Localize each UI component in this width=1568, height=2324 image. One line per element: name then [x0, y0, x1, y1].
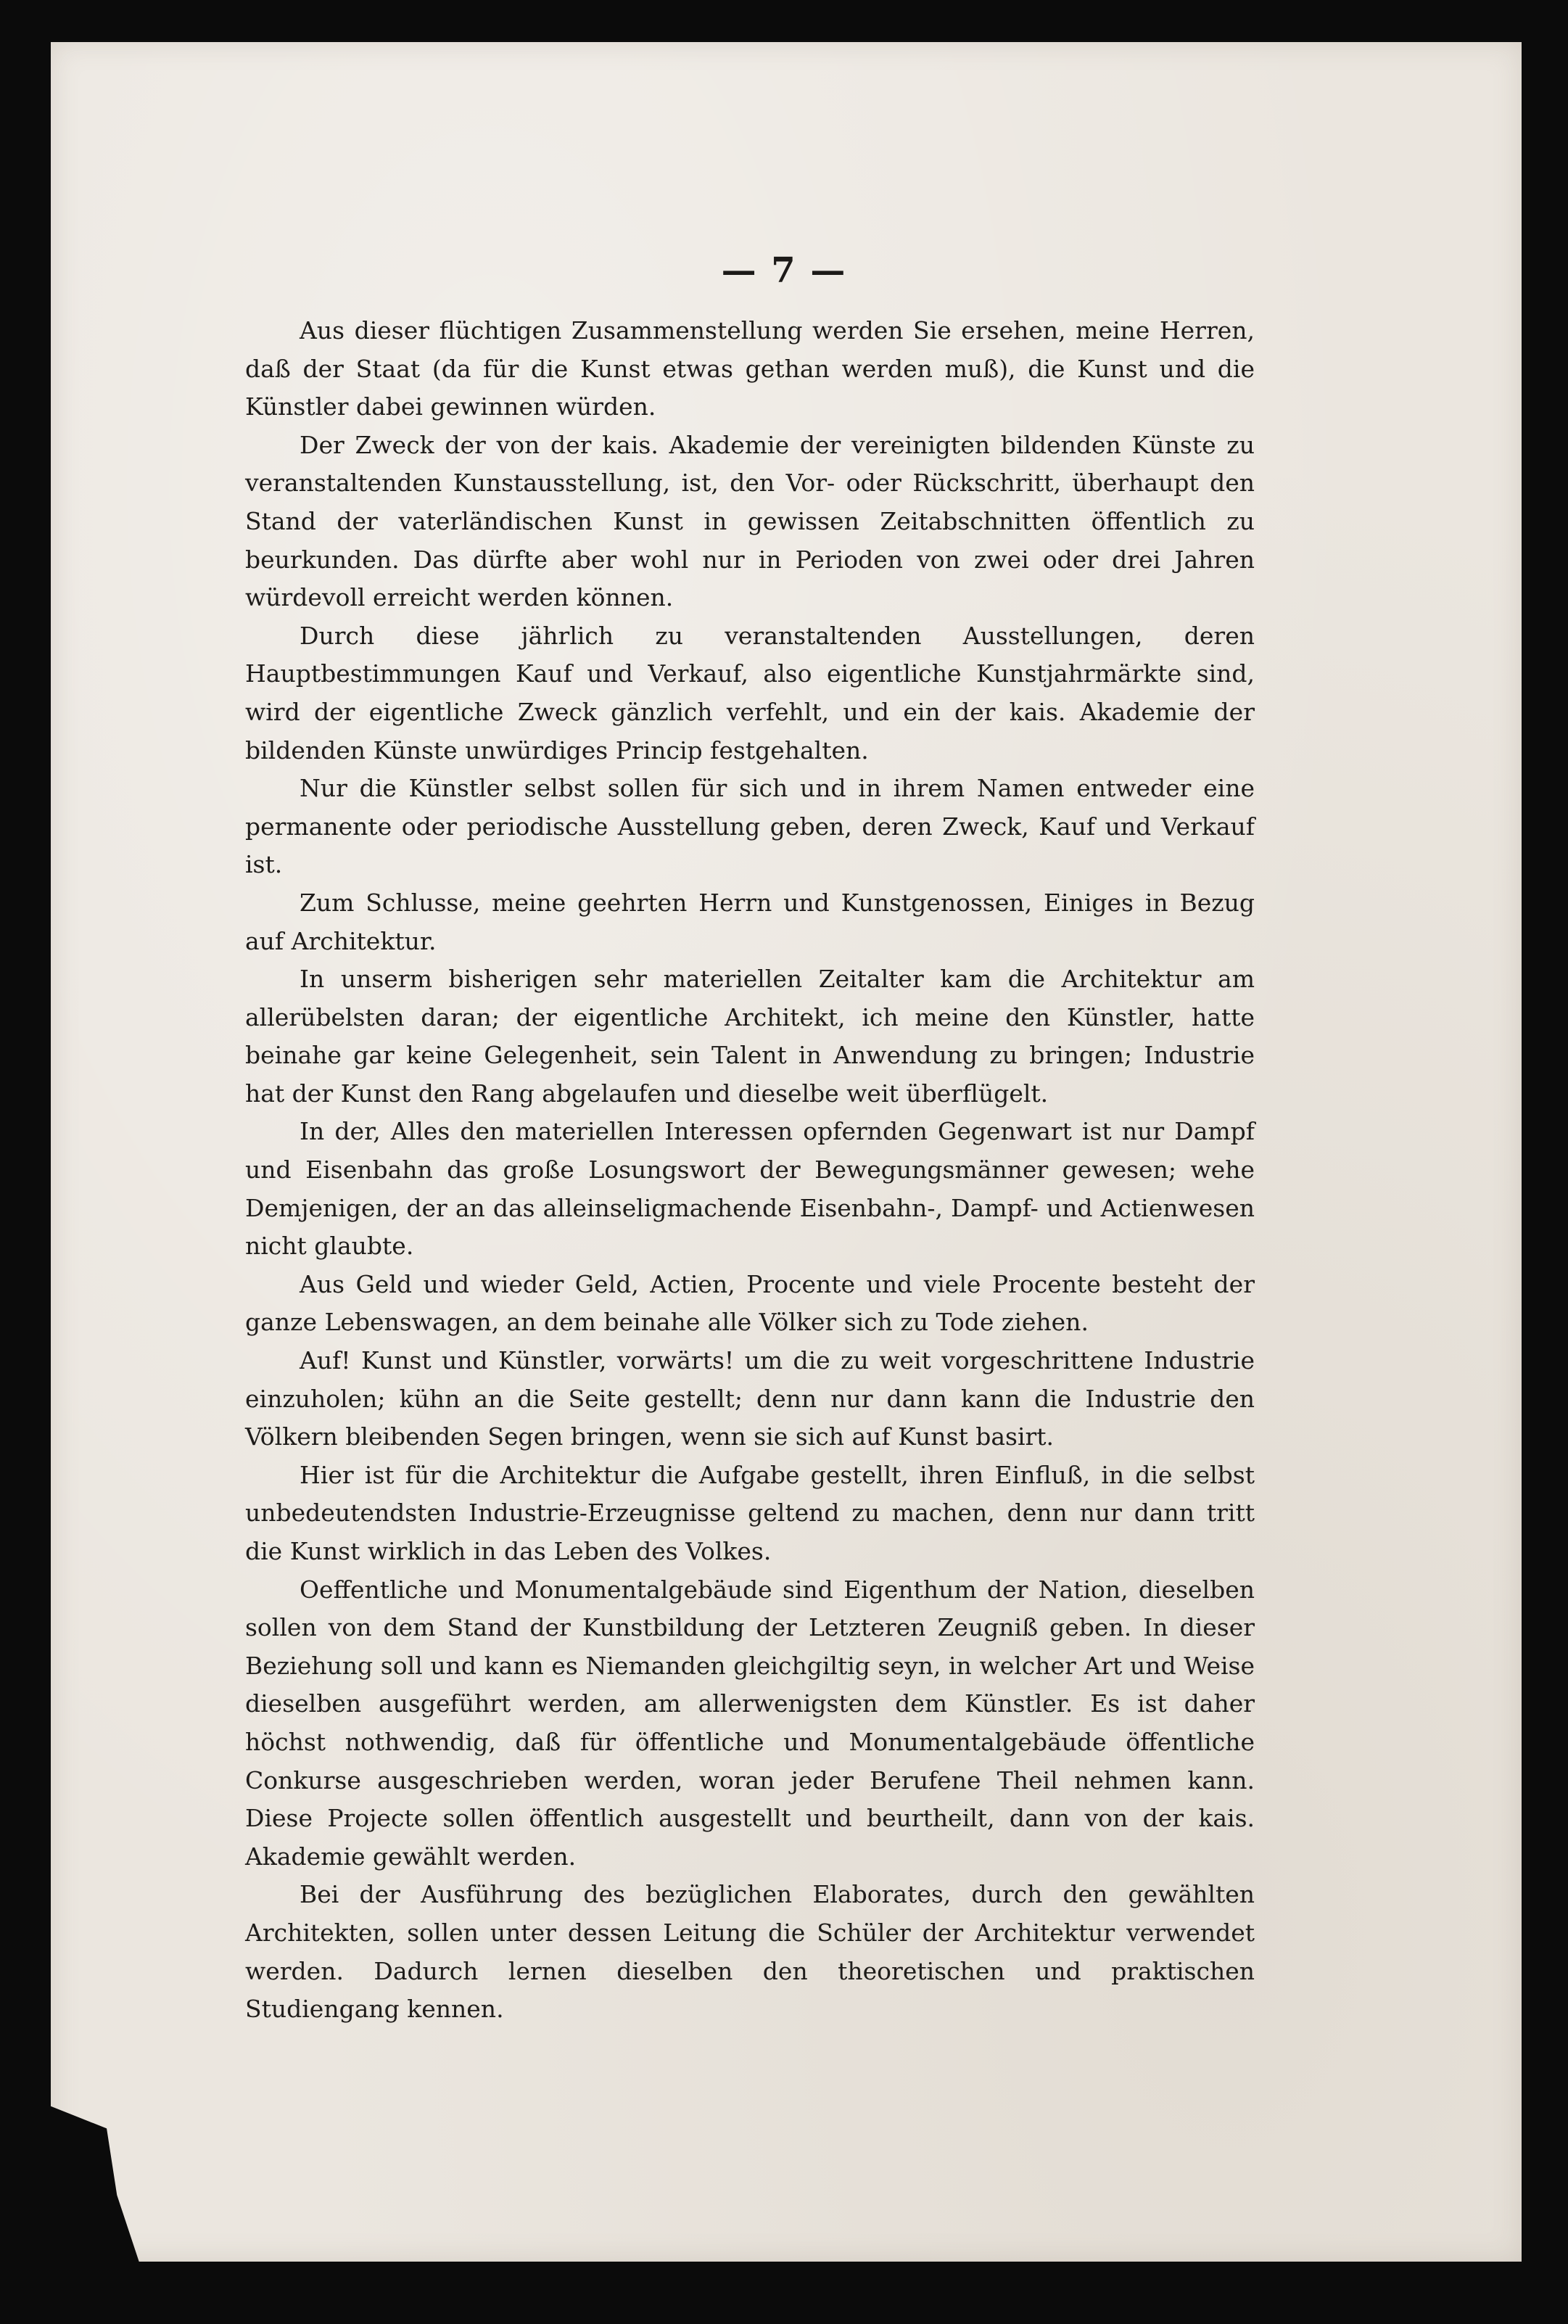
paragraph: Auf! Kunst und Künstler, vorwärts! um die zu weit vorgeschrittene Industrie einzuholen; kühn an die Seite gestellt; denn nur dann kann die Industrie den Völkern bleibenden Segen bringen, wenn sie sich auf Kunst basirt. [245, 1346, 1255, 1451]
paragraph: Bei der Ausführung des bezüglichen Elaborates, durch den gewählten Architekten, sollen unter dessen Leitung die Schüler der Architektur verwendet werden. Dadurch lernen dieselben den theoretischen und praktischen Studiengang kennen. [245, 1880, 1255, 2024]
paragraph: Durch diese jährlich zu veranstaltenden Ausstellungen, deren Hauptbestimmungen Kauf und Verkauf, also eigentliche Kunstjahrmärkte sind, wird der eigentliche Zweck gänzlich verfehlt, und ein der kais. Akademie der bildenden Künste unwürdiges Princip festgehalten. [245, 621, 1255, 765]
paragraph: Nur die Künstler selbst sollen für sich und in ihrem Namen entweder eine permanente oder periodische Ausstellung geben, deren Zweck, Kauf und Verkauf ist. [245, 774, 1255, 879]
paragraph: Zum Schlusse, meine geehrten Herrn und Kunstgenossen, Einiges in Bezug auf Architektur. [245, 888, 1255, 955]
paragraph: Aus dieser flüchtigen Zusammenstellung werden Sie ersehen, meine Herren, daß der Staat (da für die Kunst etwas gethan werden muß), die Kunst und die Künstler dabei gewinnen würden. [245, 316, 1255, 421]
page-number: — 7 — [721, 250, 847, 291]
paragraph: Hier ist für die Architektur die Aufgabe gestellt, ihren Einfluß, in die selbst unbedeutendsten Industrie-Erzeugnisse geltend zu machen, denn nur dann tritt die Kunst wirklich in das Leben des Volkes. [245, 1460, 1255, 1565]
paragraph: Aus Geld und wieder Geld, Actien, Procente und viele Procente besteht der ganze Lebenswagen, an dem beinahe alle Völker sich zu Tode ziehen. [245, 1269, 1255, 1337]
paragraph: Der Zweck der von der kais. Akademie der vereinigten bildenden Künste zu veranstaltenden Kunstausstellung, ist, den Vor- oder Rückschritt, überhaupt den Stand der vaterländischen Kunst in gewissen Zeitabschnitten öffentlich zu beurkunden. Das dürfte aber wohl nur in Perioden von zwei oder drei Jahren würdevoll erreicht werden können. [245, 430, 1255, 612]
paragraph: In der, Alles den materiellen Interessen opfernden Gegenwart ist nur Dampf und Eisenbahn das große Losungswort der Bewegungsmänner gewesen; wehe Demjenigen, der an das alleinseligmachende Eisenbahn-, Dampf- und Actienwesen nicht glaubte. [245, 1117, 1255, 1261]
body-text [245, 312, 1255, 2029]
paragraph: In unserm bisherigen sehr materiellen Zeitalter kam die Architektur am allerübelsten daran; der eigentliche Architekt, ich meine den Künstler, hatte beinahe gar keine Gelegenheit, sein Talent in Anwendung zu bringen; Industrie hat der Kunst den Rang abgelaufen und dieselbe weit überflügelt. [245, 965, 1255, 1108]
paragraph: Oeffentliche und Monumentalgebäude sind Eigenthum der Nation, dieselben sollen von dem Stand der Kunstbildung der Letzteren Zeugniß geben. In dieser Beziehung soll und kann es Niemanden gleichgiltig seyn, in welcher Art und Weise dieselben ausgeführt werden, am allerwenigsten dem Künstler. Es ist daher höchst nothwendig, daß für öffentliche und Monumentalgebäude öffentliche Conkurse ausgeschrieben werden, woran jeder Berufene Theil nehmen kann. Diese Projecte sollen öffentlich ausgestellt und beurtheilt, dann von der kais. Akademie gewählt werden. [245, 1575, 1255, 1871]
